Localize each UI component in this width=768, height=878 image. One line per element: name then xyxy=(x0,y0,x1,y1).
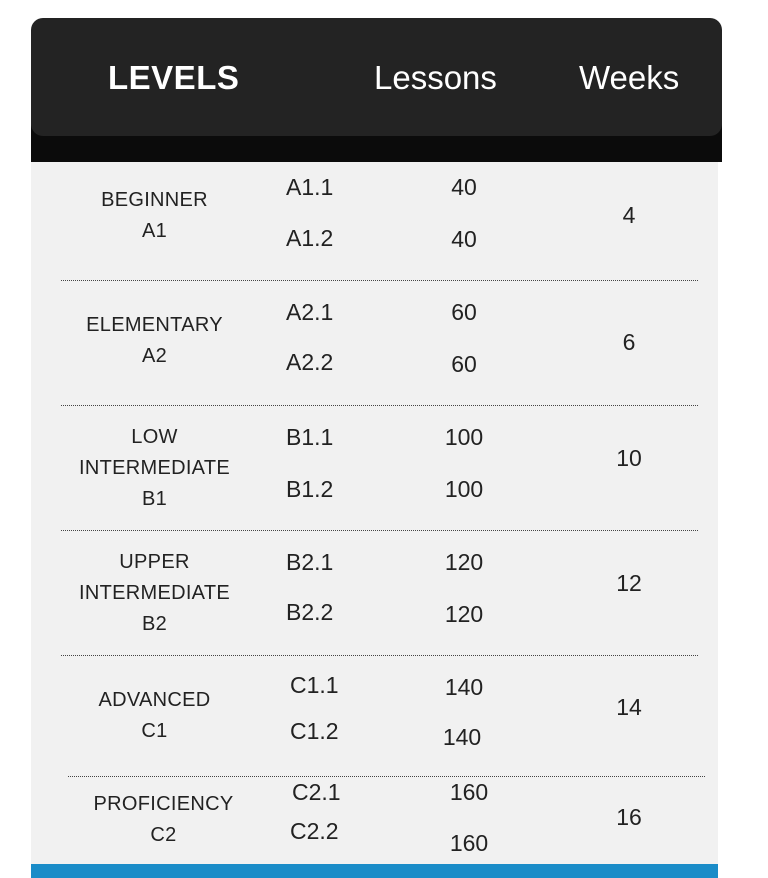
level-code: C2 xyxy=(150,824,177,846)
weeks-count: 10 xyxy=(616,445,642,471)
row-divider xyxy=(61,280,698,281)
level-name-line: ADVANCED xyxy=(98,689,211,711)
sublevel-code: C1.2 xyxy=(290,718,339,744)
sublevel-code: C2.2 xyxy=(290,818,339,844)
sublevel-code: A1.1 xyxy=(286,174,334,200)
level-name-line: INTERMEDIATE xyxy=(78,582,230,604)
row-divider xyxy=(68,776,705,777)
lessons-count: 60 xyxy=(451,299,477,325)
lessons-count: 140 xyxy=(442,724,482,750)
level-name-line: INTERMEDIATE xyxy=(78,457,230,479)
sublevel-code: A2.2 xyxy=(286,349,334,375)
accent-bar xyxy=(31,864,718,878)
lessons-count: 120 xyxy=(444,601,484,627)
sublevel-code: B2.2 xyxy=(286,599,334,625)
level-code: B1 xyxy=(141,488,168,510)
level-name-line: BEGINNER xyxy=(101,189,208,211)
level-code: A2 xyxy=(141,345,168,367)
lessons-count: 160 xyxy=(449,830,489,856)
lessons-count: 120 xyxy=(444,549,484,575)
level-name-line: LOW xyxy=(131,426,178,448)
header-weeks: Weeks xyxy=(579,59,680,96)
level-name xyxy=(67,185,242,247)
sublevel-code: B1.1 xyxy=(286,424,334,450)
sublevel-code: A2.1 xyxy=(286,299,334,325)
lessons-count: 100 xyxy=(444,476,484,502)
level-code: A1 xyxy=(141,220,168,242)
lessons-count: 40 xyxy=(451,226,477,252)
table-header xyxy=(31,18,722,136)
level-code: C1 xyxy=(141,720,168,742)
row-divider xyxy=(61,405,698,406)
lessons-count: 160 xyxy=(449,779,489,805)
level-name xyxy=(67,547,242,640)
sublevel-code: B1.2 xyxy=(286,476,334,502)
level-name-line: ELEMENTARY xyxy=(86,314,223,336)
weeks-count: 6 xyxy=(622,329,636,355)
lessons-count: 60 xyxy=(451,351,477,377)
sublevel-code: B2.1 xyxy=(286,549,334,575)
row-divider xyxy=(61,530,698,531)
table-body xyxy=(31,162,718,868)
level-name-line: UPPER xyxy=(119,551,190,573)
level-name xyxy=(67,685,242,747)
weeks-count: 16 xyxy=(616,804,642,830)
sublevel-code: A1.2 xyxy=(286,225,334,251)
level-name xyxy=(76,789,251,851)
level-name-line: PROFICIENCY xyxy=(93,793,234,815)
lessons-count: 40 xyxy=(451,174,477,200)
lessons-count: 100 xyxy=(444,424,484,450)
weeks-count: 4 xyxy=(622,202,636,228)
level-code: B2 xyxy=(141,613,168,635)
weeks-count: 12 xyxy=(616,570,642,596)
sublevel-code: C1.1 xyxy=(290,672,339,698)
header-lessons: Lessons xyxy=(374,59,497,96)
lessons-count: 140 xyxy=(444,674,484,700)
level-name xyxy=(67,310,242,372)
sublevel-code: C2.1 xyxy=(292,779,341,805)
row-divider xyxy=(61,655,698,656)
header-levels: LEVELS xyxy=(108,59,240,96)
level-name xyxy=(67,422,242,515)
weeks-count: 14 xyxy=(616,694,642,720)
levels-table xyxy=(31,18,722,878)
